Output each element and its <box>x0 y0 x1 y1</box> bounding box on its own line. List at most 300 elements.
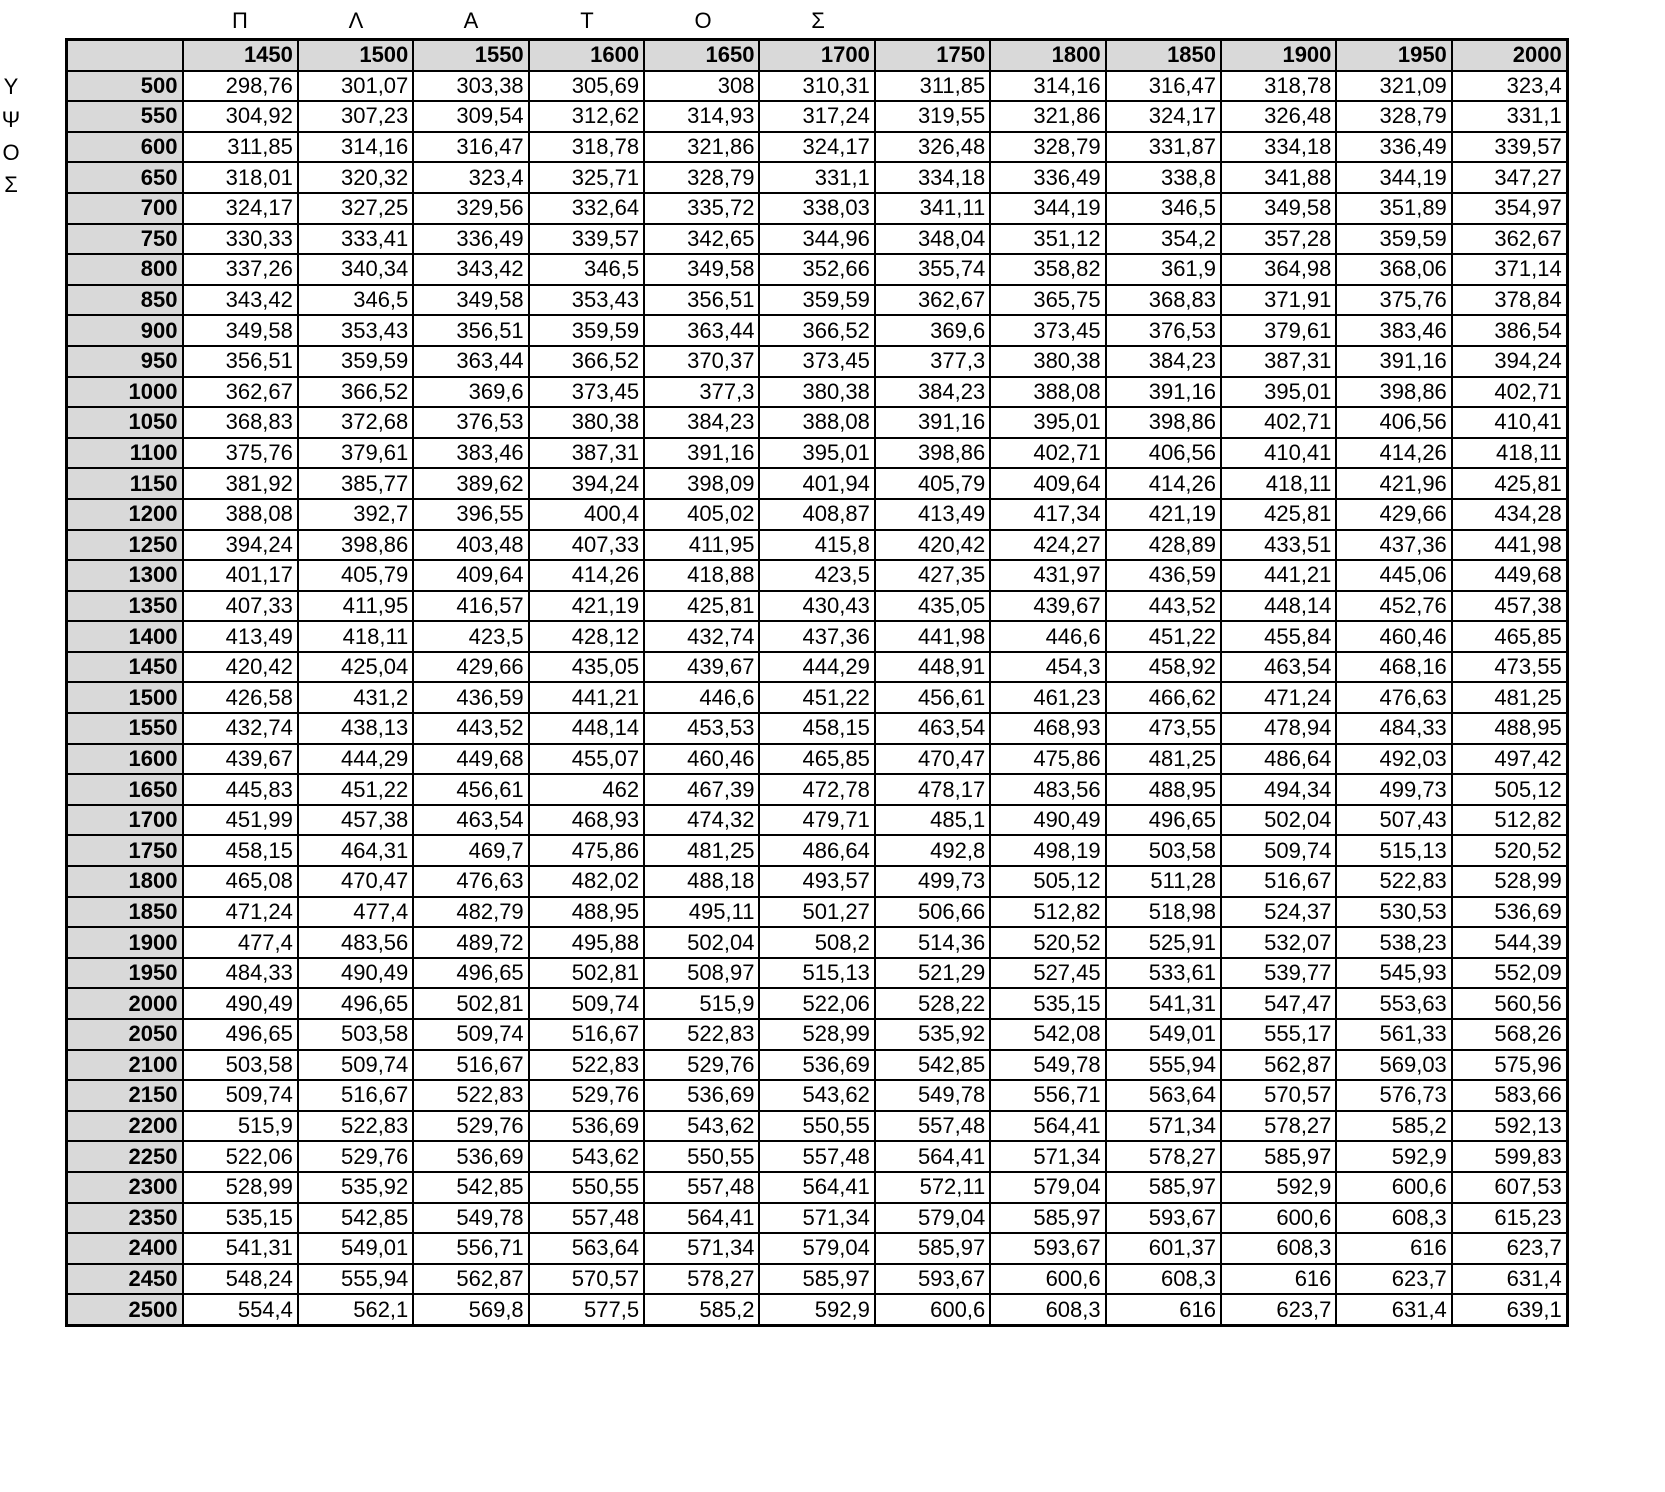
value-cell: 592,9 <box>1221 1172 1336 1203</box>
value-cell: 330,33 <box>183 224 298 255</box>
value-cell: 451,99 <box>183 805 298 836</box>
value-cell: 392,7 <box>298 499 413 530</box>
value-cell: 386,54 <box>1452 315 1567 346</box>
value-cell: 323,4 <box>413 162 528 193</box>
value-cell: 383,46 <box>1336 315 1451 346</box>
row-header: 1000 <box>67 377 183 408</box>
value-cell: 398,86 <box>875 438 990 469</box>
value-cell: 432,74 <box>183 713 298 744</box>
row-header: 1750 <box>67 835 183 866</box>
value-cell: 346,5 <box>298 285 413 316</box>
value-cell: 509,74 <box>298 1050 413 1081</box>
column-header: 1650 <box>644 40 759 71</box>
value-cell: 592,13 <box>1452 1111 1567 1142</box>
value-cell: 356,51 <box>644 285 759 316</box>
value-cell: 334,18 <box>1221 132 1336 163</box>
value-cell: 468,93 <box>529 805 644 836</box>
value-cell: 421,96 <box>1336 468 1451 499</box>
value-cell: 405,79 <box>875 468 990 499</box>
value-cell: 331,87 <box>1106 132 1221 163</box>
row-header: 1150 <box>67 468 183 499</box>
value-cell: 473,55 <box>1106 713 1221 744</box>
value-cell: 550,55 <box>759 1111 874 1142</box>
value-cell: 578,27 <box>1106 1141 1221 1172</box>
value-cell: 354,2 <box>1106 224 1221 255</box>
row-header: 2100 <box>67 1050 183 1081</box>
value-cell: 552,09 <box>1452 958 1567 989</box>
value-cell: 388,08 <box>183 499 298 530</box>
value-cell: 502,81 <box>413 988 528 1019</box>
value-cell: 528,22 <box>875 988 990 1019</box>
value-cell: 309,54 <box>413 101 528 132</box>
value-cell: 481,25 <box>1452 682 1567 713</box>
value-cell: 486,64 <box>1221 744 1336 775</box>
value-cell: 585,2 <box>644 1294 759 1325</box>
value-cell: 362,67 <box>875 285 990 316</box>
row-header: 2300 <box>67 1172 183 1203</box>
value-cell: 394,24 <box>1452 346 1567 377</box>
value-cell: 444,29 <box>298 744 413 775</box>
value-cell: 503,58 <box>298 1019 413 1050</box>
value-cell: 323,4 <box>1452 71 1567 102</box>
value-cell: 515,9 <box>644 988 759 1019</box>
row-header: 1850 <box>67 897 183 928</box>
value-cell: 522,83 <box>529 1050 644 1081</box>
column-header: 1700 <box>759 40 874 71</box>
value-cell: 499,73 <box>875 866 990 897</box>
value-cell: 324,17 <box>1106 101 1221 132</box>
value-cell: 356,51 <box>183 346 298 377</box>
height-letter: Σ <box>4 172 18 197</box>
value-cell: 544,39 <box>1452 927 1567 958</box>
value-cell: 435,05 <box>875 591 990 622</box>
value-cell: 490,49 <box>183 988 298 1019</box>
value-cell: 347,27 <box>1452 162 1567 193</box>
value-cell: 426,58 <box>183 682 298 713</box>
table-row <box>67 1019 1568 1050</box>
value-cell: 384,23 <box>875 377 990 408</box>
value-cell: 496,65 <box>1106 805 1221 836</box>
width-axis-label <box>0 0 1665 38</box>
table-row <box>67 162 1568 193</box>
value-cell: 522,83 <box>298 1111 413 1142</box>
value-cell: 377,3 <box>875 346 990 377</box>
value-cell: 516,67 <box>1221 866 1336 897</box>
value-cell: 577,5 <box>529 1294 644 1325</box>
value-cell: 441,21 <box>1221 560 1336 591</box>
value-cell: 327,25 <box>298 193 413 224</box>
value-cell: 326,48 <box>1221 101 1336 132</box>
value-cell: 354,97 <box>1452 193 1567 224</box>
row-header: 1600 <box>67 744 183 775</box>
value-cell: 437,36 <box>759 621 874 652</box>
value-cell: 571,34 <box>644 1233 759 1264</box>
value-cell: 452,76 <box>1336 591 1451 622</box>
value-cell: 608,3 <box>1221 1233 1336 1264</box>
value-cell: 340,34 <box>298 254 413 285</box>
row-header: 500 <box>67 71 183 102</box>
value-cell: 528,99 <box>183 1172 298 1203</box>
value-cell: 398,86 <box>1106 407 1221 438</box>
value-cell: 336,49 <box>1336 132 1451 163</box>
value-cell: 509,74 <box>183 1080 298 1111</box>
value-cell: 391,16 <box>875 407 990 438</box>
value-cell: 449,68 <box>413 744 528 775</box>
width-letter: Σ <box>811 8 825 33</box>
value-cell: 357,28 <box>1221 224 1336 255</box>
value-cell: 425,81 <box>644 591 759 622</box>
value-cell: 592,9 <box>1336 1141 1451 1172</box>
value-cell: 443,52 <box>413 713 528 744</box>
value-cell: 555,94 <box>298 1264 413 1295</box>
value-cell: 539,77 <box>1221 958 1336 989</box>
value-cell: 451,22 <box>759 682 874 713</box>
value-cell: 461,23 <box>990 682 1105 713</box>
value-cell: 406,56 <box>1336 407 1451 438</box>
value-cell: 489,72 <box>413 927 528 958</box>
value-cell: 343,42 <box>183 285 298 316</box>
value-cell: 432,74 <box>644 621 759 652</box>
value-cell: 359,59 <box>759 285 874 316</box>
value-cell: 557,48 <box>644 1172 759 1203</box>
value-cell: 414,26 <box>529 560 644 591</box>
value-cell: 308 <box>644 71 759 102</box>
value-cell: 615,23 <box>1452 1203 1567 1234</box>
value-cell: 438,13 <box>298 713 413 744</box>
row-header: 2350 <box>67 1203 183 1234</box>
value-cell: 490,49 <box>990 805 1105 836</box>
value-cell: 398,86 <box>298 530 413 561</box>
value-cell: 328,79 <box>990 132 1105 163</box>
value-cell: 520,52 <box>990 927 1105 958</box>
value-cell: 600,6 <box>990 1264 1105 1295</box>
height-letter: Υ <box>3 74 19 99</box>
value-cell: 337,26 <box>183 254 298 285</box>
value-cell: 557,48 <box>759 1141 874 1172</box>
value-cell: 318,78 <box>1221 71 1336 102</box>
value-cell: 470,47 <box>875 744 990 775</box>
value-cell: 351,89 <box>1336 193 1451 224</box>
value-cell: 336,49 <box>413 224 528 255</box>
width-letter: Π <box>232 8 248 33</box>
table-row <box>67 315 1568 346</box>
table-row <box>67 407 1568 438</box>
value-cell: 383,46 <box>413 438 528 469</box>
value-cell: 431,2 <box>298 682 413 713</box>
value-cell: 536,69 <box>529 1111 644 1142</box>
value-cell: 563,64 <box>1106 1080 1221 1111</box>
value-cell: 348,04 <box>875 224 990 255</box>
value-cell: 366,52 <box>298 377 413 408</box>
value-cell: 407,33 <box>529 530 644 561</box>
value-cell: 368,06 <box>1336 254 1451 285</box>
value-cell: 593,67 <box>990 1233 1105 1264</box>
value-cell: 429,66 <box>413 652 528 683</box>
value-cell: 465,08 <box>183 866 298 897</box>
row-header: 650 <box>67 162 183 193</box>
table-row <box>67 346 1568 377</box>
value-cell: 476,63 <box>413 866 528 897</box>
value-cell: 441,98 <box>1452 530 1567 561</box>
value-cell: 535,92 <box>875 1019 990 1050</box>
value-cell: 478,17 <box>875 774 990 805</box>
value-cell: 395,01 <box>1221 377 1336 408</box>
value-cell: 344,19 <box>1336 162 1451 193</box>
value-cell: 494,34 <box>1221 774 1336 805</box>
value-cell: 502,81 <box>529 958 644 989</box>
value-cell: 576,73 <box>1336 1080 1451 1111</box>
row-header: 950 <box>67 346 183 377</box>
value-cell: 305,69 <box>529 71 644 102</box>
value-cell: 512,82 <box>1452 805 1567 836</box>
value-cell: 380,38 <box>990 346 1105 377</box>
value-cell: 373,45 <box>759 346 874 377</box>
value-cell: 585,97 <box>759 1264 874 1295</box>
value-cell: 406,56 <box>1106 438 1221 469</box>
value-cell: 375,76 <box>183 438 298 469</box>
value-cell: 506,66 <box>875 897 990 928</box>
value-cell: 550,55 <box>644 1141 759 1172</box>
value-cell: 401,94 <box>759 468 874 499</box>
value-cell: 522,83 <box>413 1080 528 1111</box>
value-cell: 562,1 <box>298 1294 413 1325</box>
value-cell: 528,99 <box>759 1019 874 1050</box>
value-cell: 455,84 <box>1221 621 1336 652</box>
table-row <box>67 438 1568 469</box>
table-row <box>67 652 1568 683</box>
value-cell: 466,62 <box>1106 682 1221 713</box>
value-cell: 484,33 <box>183 958 298 989</box>
column-header: 1600 <box>529 40 644 71</box>
row-header: 1550 <box>67 713 183 744</box>
value-cell: 453,53 <box>644 713 759 744</box>
value-cell: 457,38 <box>298 805 413 836</box>
row-header: 2200 <box>67 1111 183 1142</box>
value-cell: 364,98 <box>1221 254 1336 285</box>
value-cell: 549,78 <box>875 1080 990 1111</box>
value-cell: 416,57 <box>413 591 528 622</box>
value-cell: 402,71 <box>990 438 1105 469</box>
value-cell: 490,49 <box>298 958 413 989</box>
value-cell: 585,97 <box>990 1203 1105 1234</box>
dimension-table <box>65 38 1569 1327</box>
value-cell: 542,08 <box>990 1019 1105 1050</box>
value-cell: 556,71 <box>413 1233 528 1264</box>
width-letter: Α <box>463 8 479 33</box>
value-cell: 458,92 <box>1106 652 1221 683</box>
value-cell: 515,9 <box>183 1111 298 1142</box>
value-cell: 525,91 <box>1106 927 1221 958</box>
column-header: 1750 <box>875 40 990 71</box>
value-cell: 353,43 <box>298 315 413 346</box>
value-cell: 387,31 <box>1221 346 1336 377</box>
row-header: 1300 <box>67 560 183 591</box>
value-cell: 373,45 <box>990 315 1105 346</box>
value-cell: 321,86 <box>990 101 1105 132</box>
value-cell: 318,78 <box>529 132 644 163</box>
table-row <box>67 1233 1568 1264</box>
value-cell: 424,27 <box>990 530 1105 561</box>
value-cell: 411,95 <box>298 591 413 622</box>
value-cell: 468,93 <box>990 713 1105 744</box>
value-cell: 536,69 <box>1452 897 1567 928</box>
value-cell: 389,62 <box>413 468 528 499</box>
value-cell: 497,42 <box>1452 744 1567 775</box>
row-header: 2050 <box>67 1019 183 1050</box>
table-row <box>67 254 1568 285</box>
value-cell: 463,54 <box>1221 652 1336 683</box>
value-cell: 418,88 <box>644 560 759 591</box>
width-letter: Ο <box>694 8 712 33</box>
value-cell: 488,18 <box>644 866 759 897</box>
value-cell: 564,41 <box>644 1203 759 1234</box>
row-header: 800 <box>67 254 183 285</box>
value-cell: 608,3 <box>1106 1264 1221 1295</box>
table-row <box>67 285 1568 316</box>
value-cell: 583,66 <box>1452 1080 1567 1111</box>
value-cell: 549,78 <box>990 1050 1105 1081</box>
value-cell: 522,83 <box>644 1019 759 1050</box>
value-cell: 496,65 <box>298 988 413 1019</box>
value-cell: 352,66 <box>759 254 874 285</box>
row-header: 1700 <box>67 805 183 836</box>
value-cell: 384,23 <box>1106 346 1221 377</box>
value-cell: 569,03 <box>1336 1050 1451 1081</box>
value-cell: 436,59 <box>1106 560 1221 591</box>
value-cell: 522,06 <box>183 1141 298 1172</box>
table-row <box>67 1141 1568 1172</box>
value-cell: 557,48 <box>529 1203 644 1234</box>
row-header: 2400 <box>67 1233 183 1264</box>
value-cell: 535,15 <box>183 1203 298 1234</box>
value-cell: 402,71 <box>1221 407 1336 438</box>
value-cell: 530,53 <box>1336 897 1451 928</box>
value-cell: 428,89 <box>1106 530 1221 561</box>
value-cell: 507,43 <box>1336 805 1451 836</box>
value-cell: 339,57 <box>529 224 644 255</box>
value-cell: 338,8 <box>1106 162 1221 193</box>
value-cell: 451,22 <box>1106 621 1221 652</box>
value-cell: 376,53 <box>413 407 528 438</box>
row-header: 1950 <box>67 958 183 989</box>
value-cell: 472,78 <box>759 774 874 805</box>
value-cell: 319,55 <box>875 101 990 132</box>
table-row <box>67 1111 1568 1142</box>
value-cell: 520,52 <box>1452 835 1567 866</box>
value-cell: 448,14 <box>529 713 644 744</box>
value-cell: 543,62 <box>529 1141 644 1172</box>
value-cell: 436,59 <box>413 682 528 713</box>
value-cell: 409,64 <box>413 560 528 591</box>
value-cell: 471,24 <box>183 897 298 928</box>
value-cell: 458,15 <box>183 835 298 866</box>
value-cell: 445,06 <box>1336 560 1451 591</box>
value-cell: 529,76 <box>644 1050 759 1081</box>
value-cell: 359,59 <box>529 315 644 346</box>
value-cell: 372,68 <box>298 407 413 438</box>
value-cell: 585,97 <box>1106 1172 1221 1203</box>
column-header: 1900 <box>1221 40 1336 71</box>
value-cell: 398,09 <box>644 468 759 499</box>
value-cell: 543,62 <box>644 1111 759 1142</box>
table-row <box>67 805 1568 836</box>
value-cell: 486,64 <box>759 835 874 866</box>
row-header: 1100 <box>67 438 183 469</box>
value-cell: 579,04 <box>759 1233 874 1264</box>
value-cell: 568,26 <box>1452 1019 1567 1050</box>
value-cell: 475,86 <box>529 835 644 866</box>
value-cell: 509,74 <box>529 988 644 1019</box>
value-cell: 311,85 <box>875 71 990 102</box>
value-cell: 343,42 <box>413 254 528 285</box>
value-cell: 321,09 <box>1336 71 1451 102</box>
value-cell: 366,52 <box>759 315 874 346</box>
value-cell: 465,85 <box>1452 621 1567 652</box>
value-cell: 369,6 <box>875 315 990 346</box>
value-cell: 336,49 <box>990 162 1105 193</box>
value-cell: 467,39 <box>644 774 759 805</box>
value-cell: 455,07 <box>529 744 644 775</box>
value-cell: 320,32 <box>298 162 413 193</box>
value-cell: 514,36 <box>875 927 990 958</box>
value-cell: 505,12 <box>990 866 1105 897</box>
table-row <box>67 193 1568 224</box>
value-cell: 564,41 <box>990 1111 1105 1142</box>
value-cell: 631,4 <box>1336 1294 1451 1325</box>
value-cell: 561,33 <box>1336 1019 1451 1050</box>
row-header: 2150 <box>67 1080 183 1111</box>
value-cell: 349,58 <box>413 285 528 316</box>
value-cell: 512,82 <box>990 897 1105 928</box>
value-cell: 492,03 <box>1336 744 1451 775</box>
value-cell: 314,93 <box>644 101 759 132</box>
value-cell: 485,1 <box>875 805 990 836</box>
value-cell: 387,31 <box>529 438 644 469</box>
value-cell: 549,01 <box>298 1233 413 1264</box>
value-cell: 433,51 <box>1221 530 1336 561</box>
value-cell: 425,81 <box>1221 499 1336 530</box>
value-cell: 431,97 <box>990 560 1105 591</box>
value-cell: 439,67 <box>990 591 1105 622</box>
value-cell: 454,3 <box>990 652 1105 683</box>
value-cell: 593,67 <box>1106 1203 1221 1234</box>
value-cell: 503,58 <box>1106 835 1221 866</box>
table-row <box>67 988 1568 1019</box>
value-cell: 400,4 <box>529 499 644 530</box>
value-cell: 563,64 <box>529 1233 644 1264</box>
value-cell: 368,83 <box>1106 285 1221 316</box>
table-row <box>67 468 1568 499</box>
value-cell: 463,54 <box>413 805 528 836</box>
value-cell: 379,61 <box>298 438 413 469</box>
value-cell: 542,85 <box>413 1172 528 1203</box>
value-cell: 341,88 <box>1221 162 1336 193</box>
value-cell: 585,97 <box>875 1233 990 1264</box>
row-header: 1200 <box>67 499 183 530</box>
value-cell: 473,55 <box>1452 652 1567 683</box>
value-cell: 362,67 <box>1452 224 1567 255</box>
value-cell: 554,4 <box>183 1294 298 1325</box>
value-cell: 335,72 <box>644 193 759 224</box>
value-cell: 481,25 <box>644 835 759 866</box>
value-cell: 310,31 <box>759 71 874 102</box>
value-cell: 380,38 <box>529 407 644 438</box>
value-cell: 541,31 <box>1106 988 1221 1019</box>
value-cell: 441,21 <box>529 682 644 713</box>
value-cell: 312,62 <box>529 101 644 132</box>
value-cell: 339,57 <box>1452 132 1567 163</box>
value-cell: 599,83 <box>1452 1141 1567 1172</box>
